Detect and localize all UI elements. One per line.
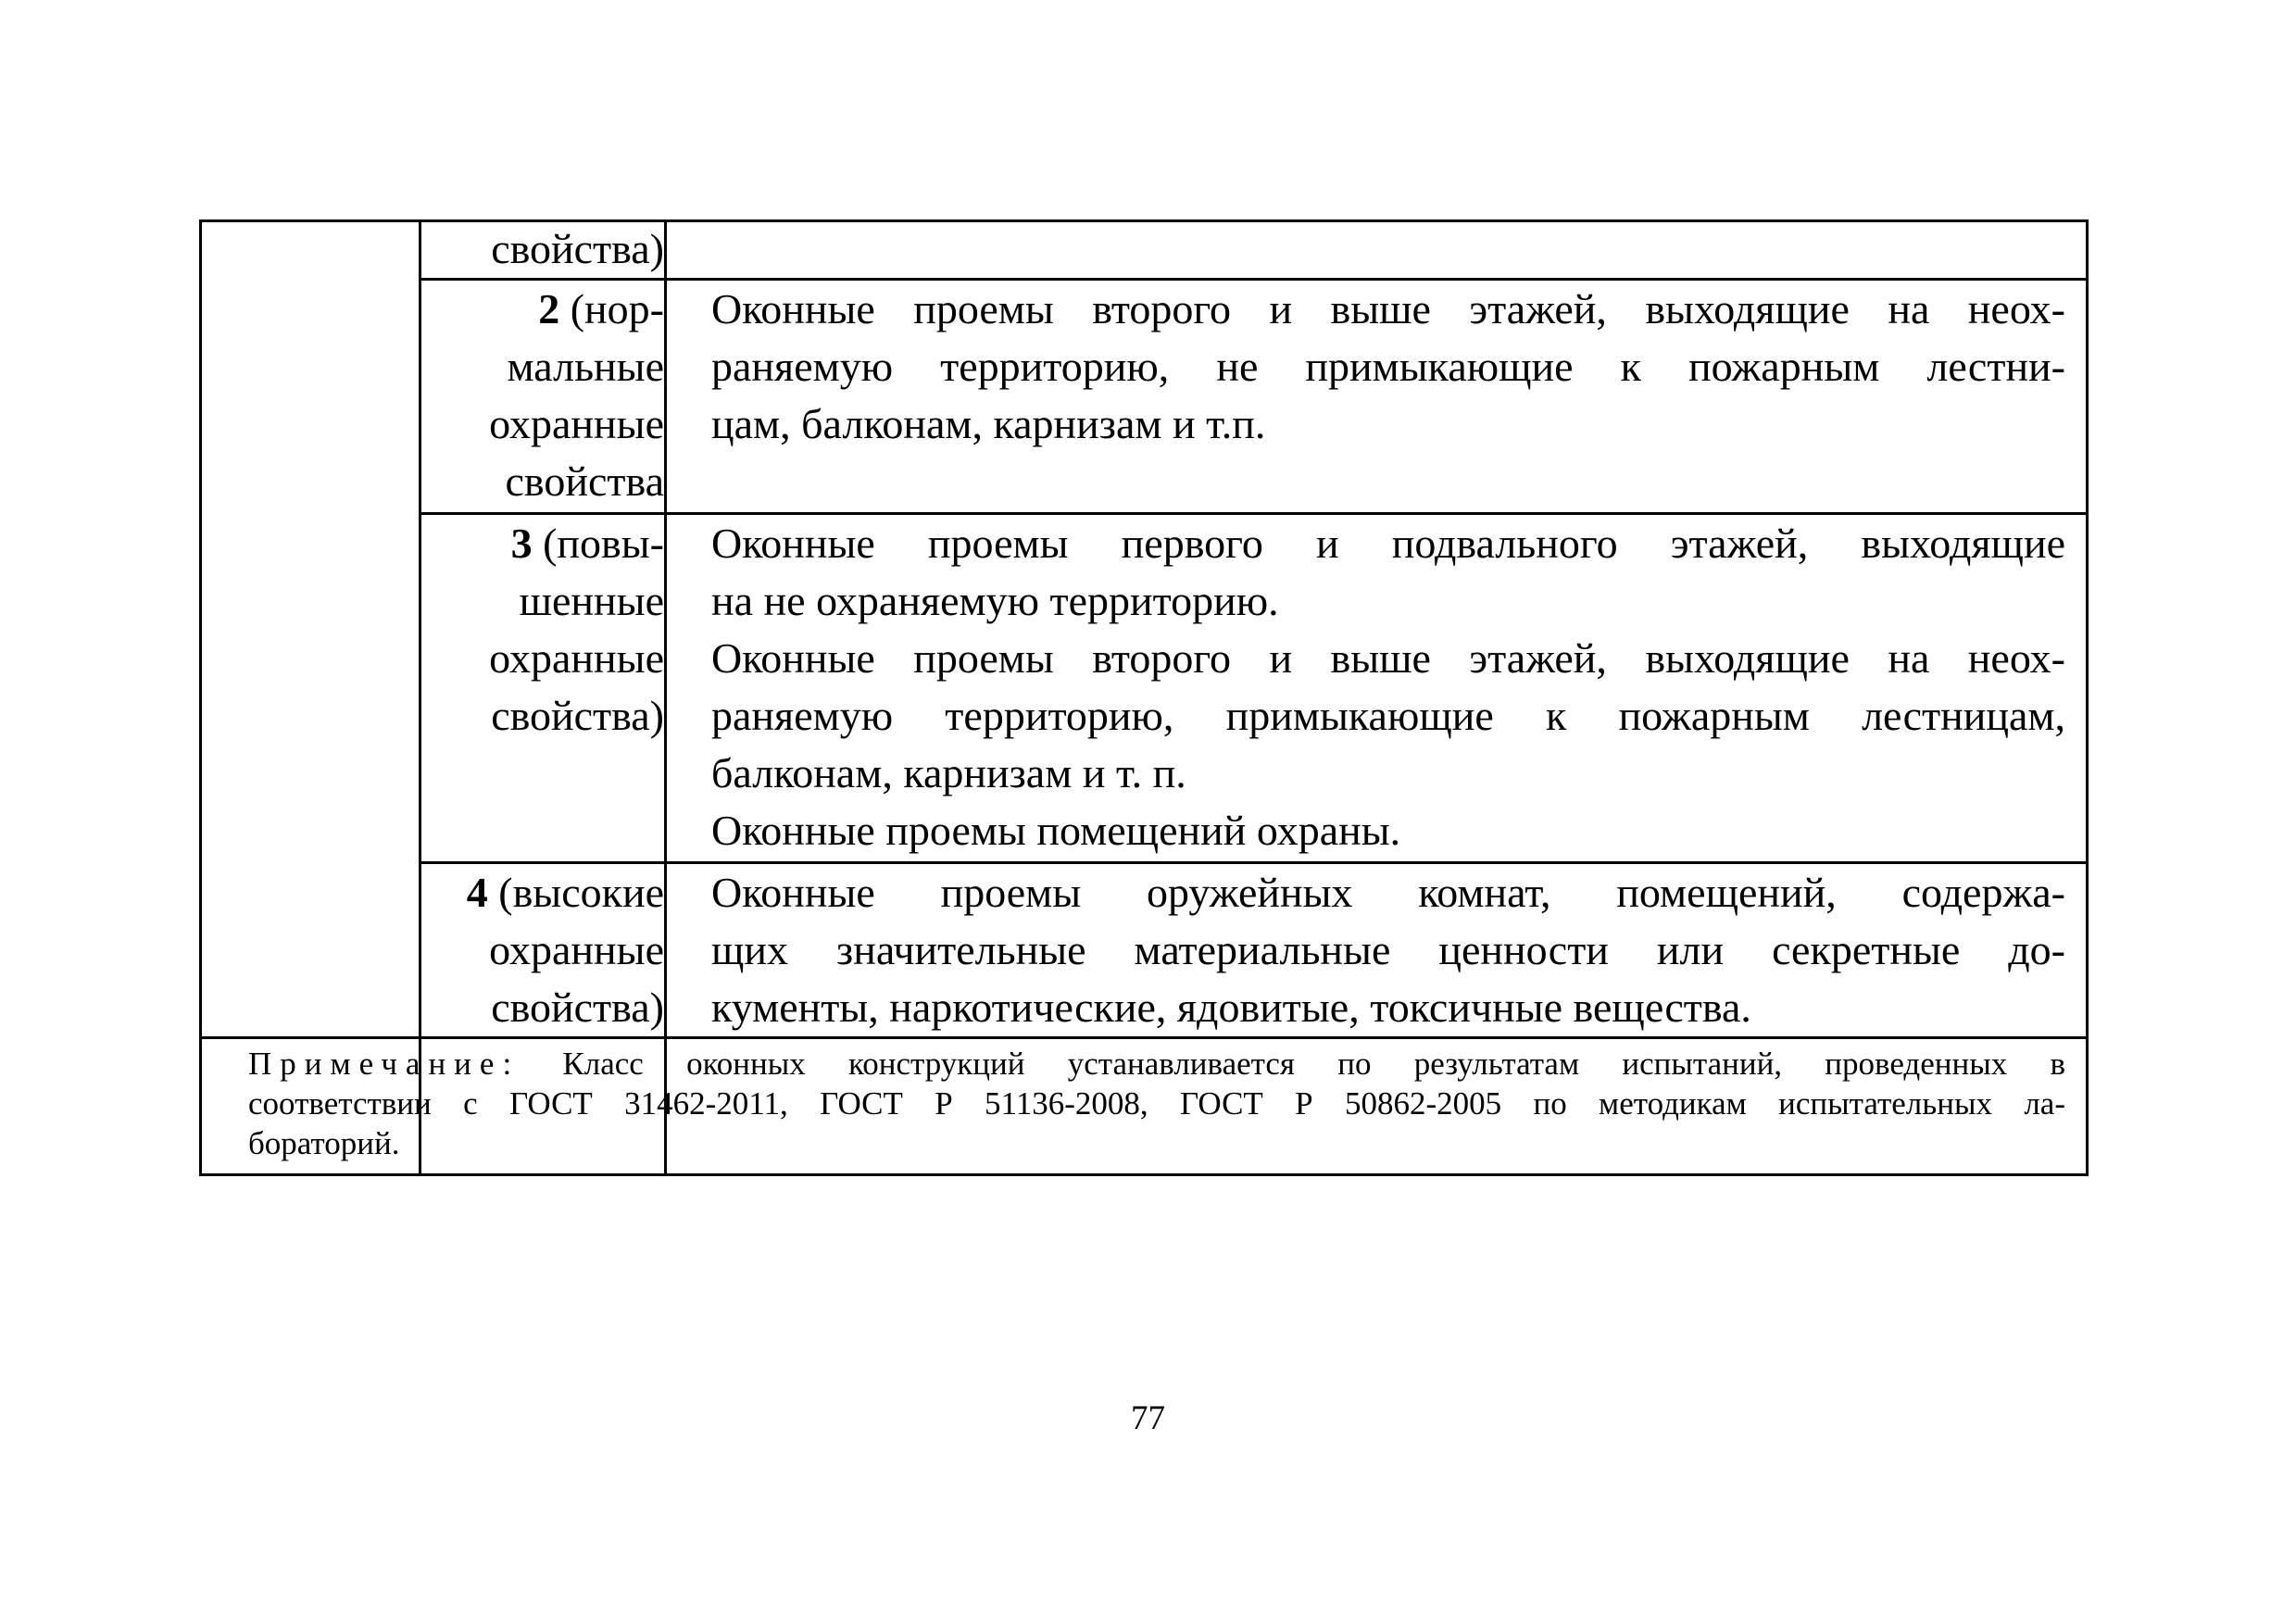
description-cell-3 (711, 515, 2065, 859)
class-label-line: свойства) (491, 984, 664, 1031)
table-border-right (2086, 219, 2089, 1176)
class-label-line: свойства (505, 458, 664, 505)
class-label-line: охранные (489, 926, 664, 973)
class-label-line: (высокие (487, 869, 664, 916)
class-label-line: шенные (519, 577, 664, 624)
note-divider (199, 1036, 2089, 1039)
class-cell-2 (421, 281, 664, 510)
table-border-left (199, 219, 202, 1176)
description-line: Оконные проемы помещений охраны. (711, 807, 1401, 854)
description-line: Оконные проемы первого и подвального этажей, выходящие (711, 520, 2065, 567)
note-line: бораторий. (248, 1125, 400, 1161)
top-row-class-text: свойства) (491, 225, 664, 272)
class-label-line: мальные (507, 343, 664, 390)
table-border-bottom (199, 1173, 2089, 1176)
column-divider-2 (664, 219, 667, 1176)
description-cell-2 (711, 281, 2065, 453)
description-line: раняемую территорию, примыкающие к пожарным лестницам, (711, 692, 2065, 739)
class-label-line: охранные (489, 400, 664, 447)
note-label: Примечание: (248, 1046, 521, 1082)
description-line: щих значительные материальные ценности или секретные до- (711, 926, 2065, 973)
class-label-line: свойства) (491, 692, 664, 739)
description-line: Оконные проемы оружейных комнат, помещений, содержа- (711, 869, 2065, 916)
class-number: 4 (466, 869, 488, 916)
description-line: Оконные проемы второго и выше этажей, выходящие на неох- (711, 285, 2065, 332)
note-line (248, 1044, 2065, 1084)
note-line: соответствии с ГОСТ 31462-2011, ГОСТ Р 51136-2008, ГОСТ Р 50862-2005 по методикам испытательных ла- (248, 1085, 2065, 1122)
class-cell-3 (421, 515, 664, 745)
window-protection-class-table (199, 219, 2089, 1176)
page-number: 77 (1131, 1399, 1165, 1437)
class-label-line: (повы- (532, 520, 664, 567)
class-number: 3 (510, 520, 533, 567)
description-line: цам, балконам, карнизам и т.п. (711, 400, 1266, 447)
description-line: балконам, карнизам и т. п. (711, 749, 1186, 796)
description-cell-4 (711, 864, 2065, 1036)
class-cell-4 (421, 864, 664, 1036)
top-row-class-cell (421, 220, 664, 278)
description-line: Оконные проемы второго и выше этажей, выходящие на неох- (711, 634, 2065, 682)
table-note (248, 1044, 2065, 1163)
description-line: кументы, наркотические, ядовитые, токсичные вещества. (711, 984, 1751, 1031)
description-line: раняемую территорию, не примыкающие к пожарным лестни- (711, 343, 2065, 390)
class-number: 2 (538, 285, 560, 332)
class-label-line: (нор- (559, 285, 664, 332)
description-line: на не охраняемую территорию. (711, 577, 1279, 624)
class-label-line: охранные (489, 634, 664, 682)
note-text: Класс оконных конструкций устанавливается по результатам испытаний, проведенных в (520, 1046, 2065, 1082)
